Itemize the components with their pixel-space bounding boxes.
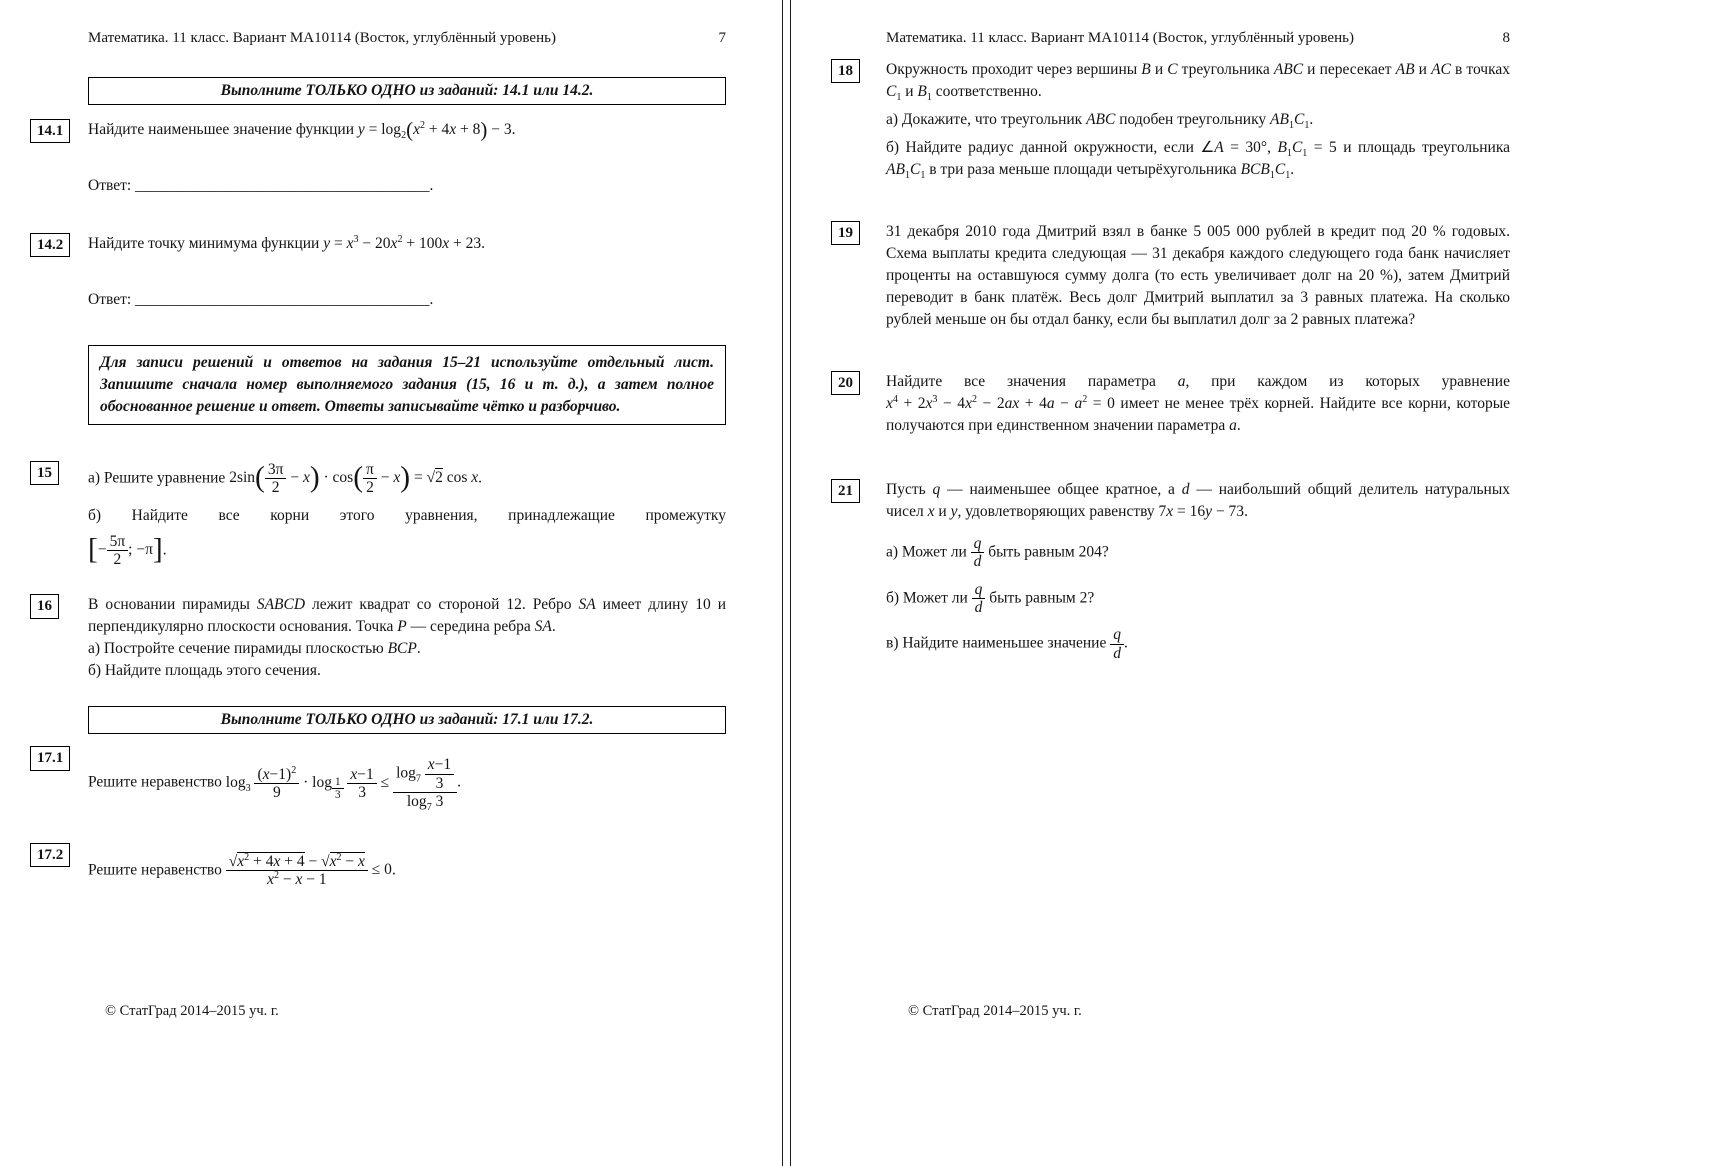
page-number: 8	[1502, 30, 1510, 46]
page-footer: © СтатГрад 2014–2015 уч. г.	[105, 1003, 279, 1019]
task-text: Найдите точку минимума функции $y = x^3 - 20x^2 + 100x + 23$.	[88, 233, 485, 252]
task-part-b: б) Найдите радиус данной окружности, если ∠A = 30°, $B_1C_1 = 5$ и площадь треугольника $AB_1C_1$ в три раза меньше площади четырёхугольника $BCB_1C_1$.	[886, 139, 1510, 182]
task-part-b-interval: [− $\frac{5\pi}{2}$ ; −π].	[88, 532, 167, 569]
task-part-b: б) Найдите все корни этого уравнения, принадлежащие промежутку	[88, 506, 726, 524]
task-number-column	[831, 221, 886, 331]
task-text: Найдите все значения параметра a, при каждом из которых уравнение $x^4 + 2x^3 - 4x^2 - 2ax + 4a - a^2 = 0$ имеет не менее трёх корней. Найдите все корни, которые получаются при единственном значении параметра a.	[886, 373, 1511, 434]
task-part-a: а) Постройте сечение пирамиды плоскостью BCP.	[88, 640, 421, 658]
answer-line: Ответ: ______________________________________.	[88, 177, 434, 194]
page-8	[790, 0, 1720, 1166]
task-text: Решите неравенство $\log_3$ $\frac{(x-1)^2}{9}$ · log $_{\frac{1}{3}}$ $\frac{x-1}{3}$ ≤ $\log_7$ $\frac{x-1}{3}$ $\log_7 3$ .	[88, 756, 462, 814]
header-title: Математика. 11 класс. Вариант МА10114 (Восток, углублённый уровень)	[886, 30, 1354, 46]
task-number-column	[30, 594, 88, 682]
task-body	[886, 371, 1510, 437]
solutions-note-box: Для записи решений и ответов на задания 15–21 используйте отдельный лист. Запишите сначала номер выполняемого задания (15, 16 и т. д.), а затем полное обоснованное решение и ответ. Ответы записывайте чётко и разборчиво.	[88, 345, 726, 425]
task-number-column	[30, 233, 88, 311]
task-19	[831, 221, 1510, 331]
task-number-box: 19	[831, 221, 860, 245]
page-header	[886, 30, 1510, 47]
task-part-a: а) Может ли $\frac{q}{d}$ быть равным 204?	[886, 535, 1109, 571]
task-21	[831, 479, 1510, 662]
task-part-v: в) Найдите наименьшее значение $\frac{q}{d}$ .	[886, 626, 1128, 662]
task-number-column	[831, 479, 886, 662]
task-14-1	[30, 119, 726, 197]
task-number-box: 20	[831, 371, 860, 395]
task-20	[831, 371, 1510, 437]
choice-instruction-14: Выполните ТОЛЬКО ОДНО из заданий: 14.1 или 14.2.	[88, 77, 726, 105]
task-number-box: 21	[831, 479, 860, 503]
task-body	[886, 221, 1510, 331]
task-body	[88, 119, 726, 197]
task-number-box: 16	[30, 594, 59, 618]
task-text: Найдите наименьшее значение функции $y = \log_2(x^2 + 4x + 8) - 3$.	[88, 117, 516, 142]
task-number-box: 14.2	[30, 233, 70, 257]
task-number-column	[30, 746, 88, 810]
task-part-b: б) Может ли $\frac{q}{d}$ быть равным 2?	[886, 580, 1095, 617]
answer-line: Ответ: ______________________________________.	[88, 291, 434, 308]
page-number: 7	[718, 30, 726, 46]
page-header	[88, 30, 726, 47]
task-number-column	[30, 119, 88, 197]
task-17-2	[30, 843, 726, 889]
task-body	[88, 233, 726, 311]
task-body	[886, 479, 1510, 662]
task-17-1	[30, 746, 726, 814]
task-text: Решите неравенство $\frac{√x^2 + 4x + 4 - √x^2 - x}{x^2 - x - 1}$ ≤ 0.	[88, 851, 396, 888]
task-number-box: 17.2	[30, 843, 70, 867]
task-number-column	[30, 461, 88, 568]
task-text: Пусть q — наименьшее общее кратное, а d — наибольший общий делитель натуральных чисел x и y, удовлетворяющих равенству 7x = 16y − 73.	[886, 481, 1511, 520]
task-text: Окружность проходит через вершины B и C треугольника ABC и пересекает AB и AC в точках $C_1$ и $B_1$ соответственно.	[886, 61, 1511, 104]
task-text: В основании пирамиды SABCD лежит квадрат со стороной 12. Ребро SA имеет длину 10 и перпендикулярно плоскости основания. Точка P — середина ребра SA.	[88, 596, 726, 636]
task-part-a: а) Решите уравнение 2sin( $\frac{3\pi}{2}$ − x) · cos( $\frac{\pi}{2}$ − x) = √2 cos x.	[88, 461, 483, 497]
task-number-column	[831, 59, 886, 181]
choice-instruction-17: Выполните ТОЛЬКО ОДНО из заданий: 17.1 или 17.2.	[88, 706, 726, 734]
task-14-2	[30, 233, 726, 311]
task-number-column	[831, 371, 886, 437]
task-16	[30, 594, 726, 682]
task-body	[886, 59, 1510, 181]
task-body	[88, 746, 726, 814]
task-18	[831, 59, 1510, 181]
task-number-box: 18	[831, 59, 860, 83]
task-text: 31 декабря 2010 года Дмитрий взял в банке 5 005 000 рублей в кредит под 20 % годовых. Схема выплаты кредита следующая — 31 декабря каждого следующего года банк начисляет проценты на оставшуюся сумму долга (то есть увеличивает долг на 20 %), затем Дмитрий переводит в банк платёж. Весь долг Дмитрий выплатил за 3 равных платежа. На сколько рублей меньше он бы отдал банку, если бы выплатил долг за 2 равных платежа?	[886, 223, 1510, 328]
page-7	[0, 0, 783, 1166]
task-body	[88, 461, 726, 568]
header-title: Математика. 11 класс. Вариант МА10114 (Восток, углублённый уровень)	[88, 30, 556, 46]
task-number-box: 17.1	[30, 746, 70, 770]
task-number-box: 15	[30, 461, 59, 485]
page-footer: © СтатГрад 2014–2015 уч. г.	[908, 1003, 1082, 1019]
task-body	[88, 594, 726, 682]
task-part-b: б) Найдите площадь этого сечения.	[88, 662, 321, 680]
task-part-a: а) Докажите, что треугольник ABC подобен треугольнику $AB_1C_1$.	[886, 111, 1314, 132]
task-number-column	[30, 843, 88, 889]
task-body	[88, 843, 726, 889]
task-number-box: 14.1	[30, 119, 70, 143]
page-divider-gap	[783, 0, 790, 1166]
task-15	[30, 461, 726, 568]
